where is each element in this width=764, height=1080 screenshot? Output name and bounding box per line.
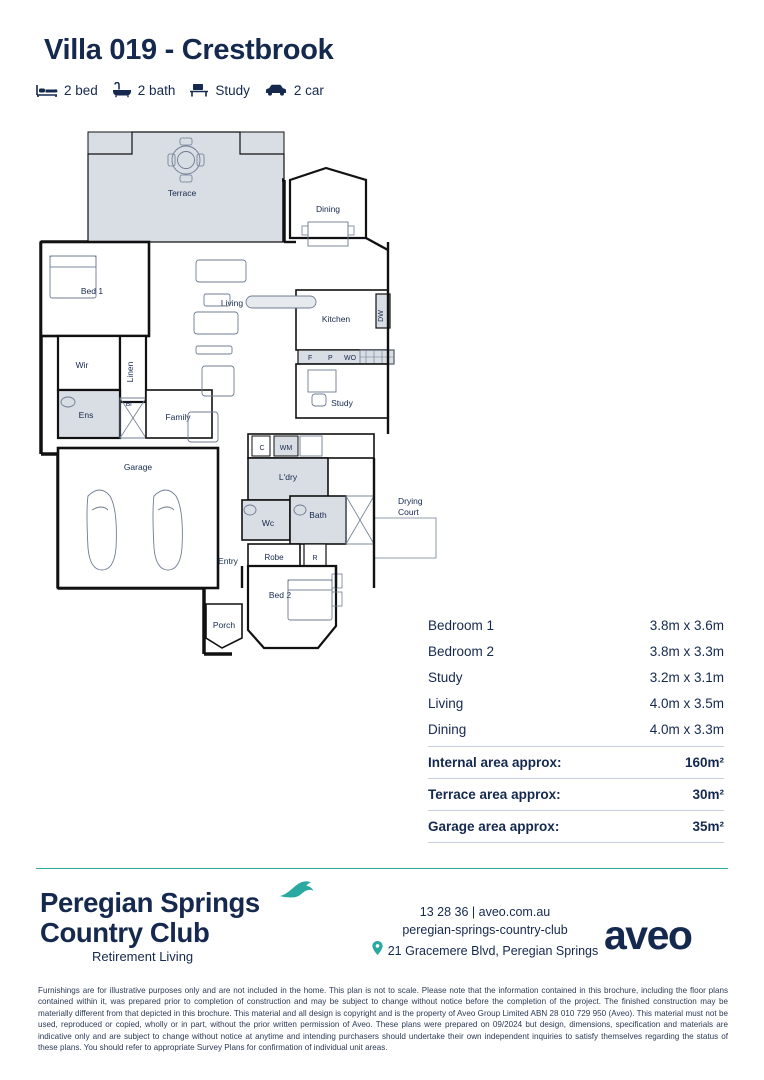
spec-car-label: 2 car (293, 82, 324, 98)
appliance-label-wo: WO (344, 355, 357, 362)
room-label-kitchen: Kitchen (321, 314, 351, 324)
car-icon (264, 82, 288, 98)
room-label-br: Br (125, 401, 133, 408)
spec-bath-label: 2 bath (137, 82, 176, 98)
area-label: Garage area approx: (428, 819, 560, 834)
contact-block (360, 903, 610, 960)
room-label-wc: Wc (261, 518, 275, 528)
spec-car (264, 82, 324, 98)
room-label-bath: Bath (309, 510, 327, 520)
area-value: 30m² (692, 787, 724, 802)
dimension-table (428, 612, 724, 843)
dimension-value: 4.0m x 3.5m (649, 695, 724, 711)
brand-tagline: Retirement Living (92, 949, 194, 965)
contact-line-1 (360, 903, 610, 921)
spec-bath (112, 82, 176, 98)
disclaimer-text: Furnishings are for illustrative purposes only and are not included in the home. This plan is not to scale. Please note that the information contained in this brochure, including the floor plans contained within it, was prepared prior to completion of construction and may be subject to change without notice before the completion of the project. The finished construction may be materially different from that depicted in this brochure. This material and all design is copyright and is the property of Aveo Group Limited ABN 28 010 729 950 (Aveo). This material must not be used, reproduced or copied, wholly or in part, without the prior written permission of Aveo. These plans were prepared on 09/2024 but design, dimensions, specification and materials are indicative only and are subject to change without notice at anytime and intending purchasers should undertake their own independent inquiries to satisfy themselves regarding the status of these plans. You should refer to appropriate Survey Plans for confirmation of individual unit areas. (38, 986, 728, 1053)
address-line (360, 941, 610, 960)
brand-line-2: Country Club (40, 916, 210, 948)
room-label-entry: Entry (218, 556, 238, 566)
page-title: Villa 019 - Crestbrook (44, 34, 334, 66)
bird-icon (278, 880, 322, 907)
phone-number[interactable]: 13 28 36 (419, 905, 469, 919)
area-row-internal (428, 747, 724, 779)
room-label-wir: Wir (75, 360, 89, 370)
footer-divider (36, 868, 728, 869)
bath-icon (112, 82, 132, 98)
dimension-row (428, 690, 724, 716)
brand-line-1: Peregian Springs (40, 887, 260, 918)
spec-study (189, 82, 250, 98)
area-label: Internal area approx: (428, 755, 562, 770)
dimension-value: 4.0m x 3.3m (649, 721, 724, 737)
room-label-linen: Linen (125, 361, 135, 383)
room-label-porch: Porch (212, 620, 236, 630)
room-label-family: Family (165, 412, 191, 422)
spec-list (36, 82, 324, 98)
dimension-value: 3.8m x 3.3m (649, 643, 724, 659)
room-label-bed1: Bed 1 (80, 286, 104, 296)
area-value: 160m² (684, 755, 724, 770)
spec-bed-label: 2 bed (64, 82, 98, 98)
dimension-label: Dining (428, 721, 467, 737)
appliance-label-p: P (328, 355, 333, 362)
appliance-label-wm: WM (279, 445, 293, 452)
dimension-row (428, 664, 724, 690)
dimension-label: Living (428, 695, 464, 711)
floor-plan (36, 118, 456, 678)
room-label-r: R (312, 555, 318, 562)
room-label-dining: Dining (315, 204, 341, 214)
bed-icon (36, 82, 58, 98)
aveo-logo: aveo (604, 912, 692, 958)
separator: | (471, 905, 476, 919)
area-value: 35m² (692, 819, 724, 834)
room-label-ldry: L'dry (278, 472, 298, 482)
address-text: 21 Gracemere Blvd, Peregian Springs (387, 943, 599, 958)
appliance-label-dw: DW (378, 310, 385, 322)
desk-icon (189, 82, 209, 98)
dimension-value: 3.2m x 3.1m (649, 669, 724, 685)
dimension-value: 3.8m x 3.6m (649, 617, 724, 633)
room-label-drying-court: Drying (398, 496, 423, 506)
area-row-terrace (428, 779, 724, 811)
area-row-garage (428, 811, 724, 843)
dimension-row (428, 716, 724, 742)
dimension-row (428, 638, 724, 664)
area-label: Terrace area approx: (428, 787, 561, 802)
room-label-garage: Garage (123, 462, 153, 472)
spec-bed (36, 82, 98, 98)
website-link[interactable]: aveo.com.au (478, 905, 551, 919)
dimension-row (428, 612, 724, 638)
dimension-label: Bedroom 2 (428, 643, 495, 659)
appliance-label-f: F (308, 355, 313, 362)
location-pin-icon (372, 941, 383, 960)
room-label-study: Study (331, 398, 353, 408)
room-label-ens: Ens (78, 410, 94, 420)
room-label-c: C (259, 445, 265, 452)
room-label-bed2: Bed 2 (268, 590, 292, 600)
dimension-label: Bedroom 1 (428, 617, 495, 633)
room-label-drying-court-2: Court (398, 507, 419, 517)
room-label-terrace: Terrace (167, 188, 197, 198)
contact-handle[interactable]: peregian-springs-country-club (402, 923, 568, 938)
room-label-living: Living (220, 298, 244, 308)
room-label-robe: Robe (264, 553, 284, 562)
dimension-label: Study (428, 669, 463, 685)
spec-study-label: Study (215, 82, 250, 98)
brand-block (40, 888, 340, 964)
